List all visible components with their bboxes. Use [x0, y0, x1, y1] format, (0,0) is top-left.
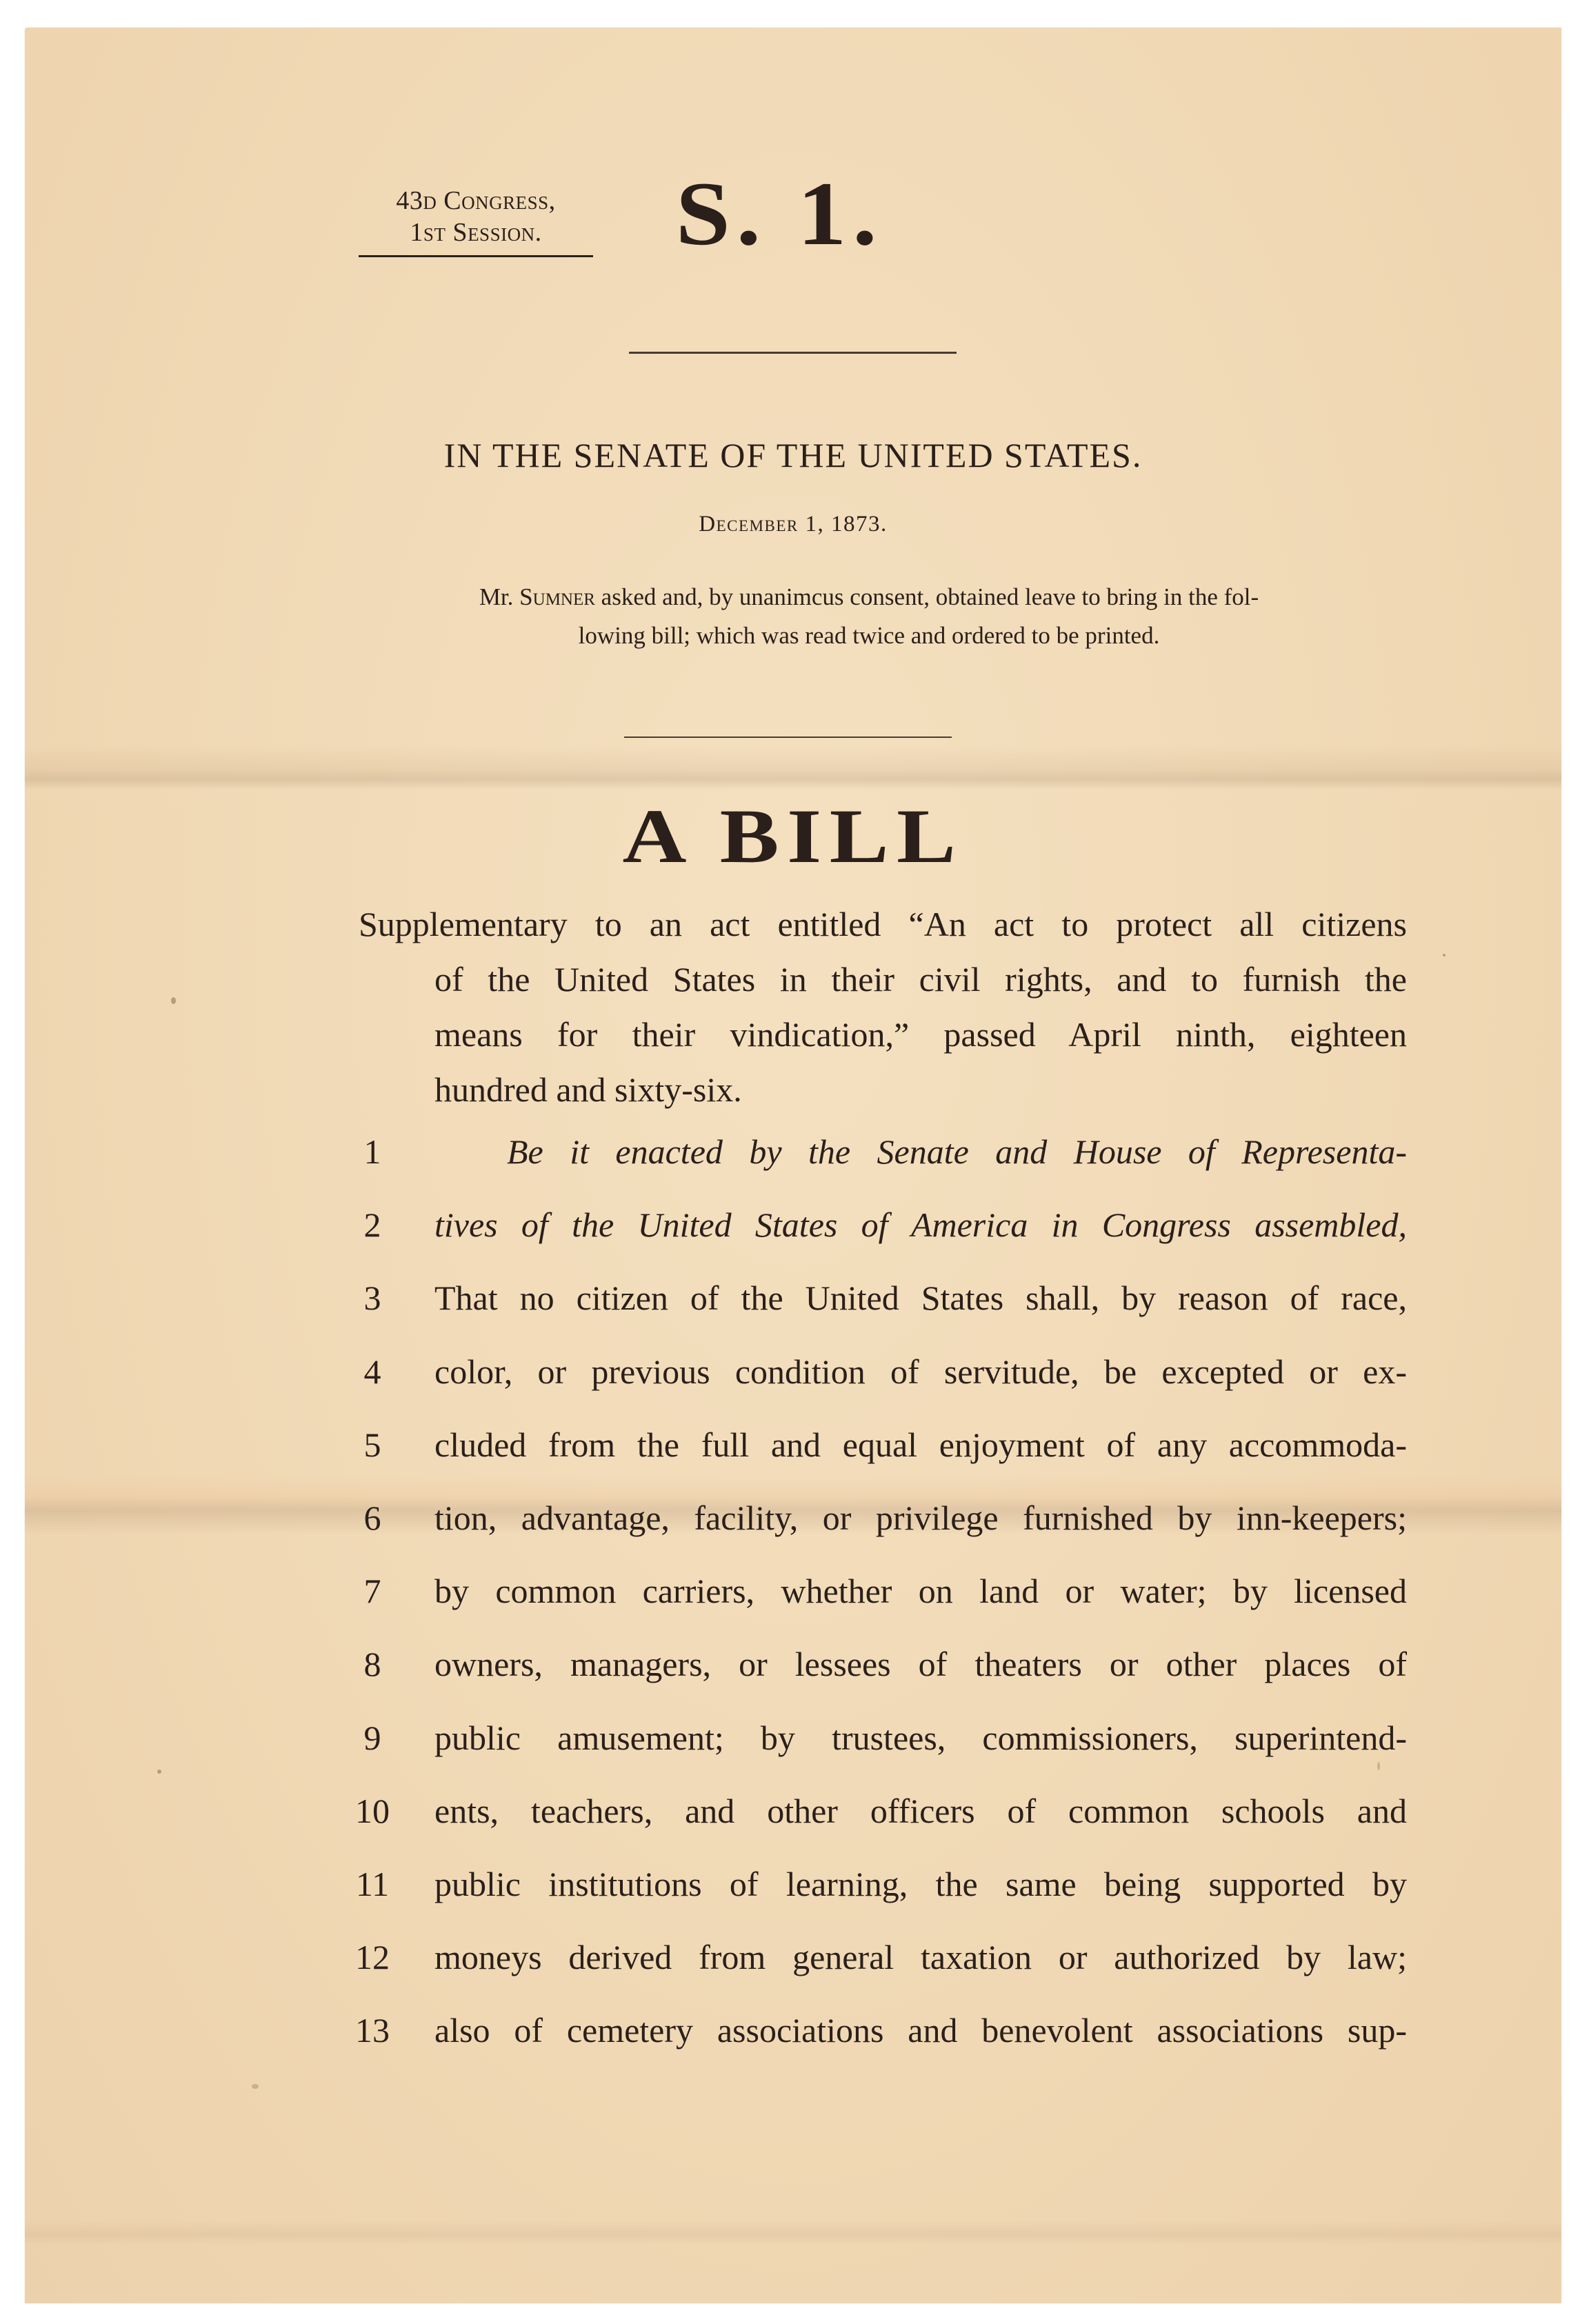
line-number: 12	[355, 1938, 390, 1977]
bill-line	[345, 1204, 1407, 1277]
bill-line	[345, 1643, 1407, 1716]
bill-line	[345, 1570, 1407, 1643]
title-line: Supplementary to an act entitled “An act to protect all citizens	[359, 905, 1407, 943]
bill-line	[345, 1936, 1407, 2010]
bill-line	[345, 1863, 1407, 1936]
paper-speck	[157, 1770, 161, 1774]
divider-rule-bottom	[624, 737, 952, 738]
line-text: owners, managers, or lessees of theaters or other places of	[434, 1645, 1407, 1684]
line-number: 13	[355, 2011, 390, 2050]
line-text: color, or previous condition of servitude, be excepted or ex-	[434, 1352, 1407, 1391]
line-text: Be it enacted by the Senate and House of Representa-	[507, 1132, 1407, 1171]
session-number: 1st Session.	[410, 218, 542, 247]
bill-line	[345, 1277, 1407, 1350]
bill-line	[345, 1497, 1407, 1570]
line-text: That no citizen of the United States shall, by reason of race,	[434, 1279, 1407, 1318]
bill-line	[345, 1351, 1407, 1424]
intro-line-1: Mr. Sumner asked and, by unanimcus consent, obtained leave to bring in the fol-	[479, 583, 1259, 610]
chamber-heading: IN THE SENATE OF THE UNITED STATES.	[443, 436, 1143, 474]
line-text: by common carriers, whether on land or water; by licensed	[434, 1572, 1407, 1611]
paper-speck	[171, 997, 176, 1004]
line-text: moneys derived from general taxation or authorized by law;	[434, 1938, 1407, 1977]
line-number: 11	[355, 1864, 390, 1903]
line-number: 2	[363, 1205, 381, 1245]
line-text: ents, teachers, and other officers of common schools and	[434, 1791, 1407, 1830]
bill-line	[345, 1717, 1407, 1790]
line-text: tion, advantage, facility, or privilege furnished by inn-keepers;	[434, 1498, 1407, 1537]
paper-speck	[1443, 954, 1446, 956]
bill-date: December 1, 1873.	[699, 512, 888, 537]
intro-line-2: lowing bill; which was read twice and ordered to be printed.	[578, 622, 1160, 649]
title-line: means for their vindication,” passed April ninth, eighteen	[434, 1015, 1407, 1054]
line-number: 7	[363, 1572, 381, 1611]
line-text: cluded from the full and equal enjoyment of any accommoda-	[434, 1425, 1407, 1464]
line-text: also of cemetery associations and benevolent associations sup-	[434, 2011, 1407, 2050]
line-number: 4	[363, 1352, 381, 1391]
line-number: 9	[363, 1718, 381, 1757]
line-number: 5	[363, 1425, 381, 1464]
bill-body	[345, 1131, 1407, 2083]
line-number: 3	[363, 1279, 381, 1318]
title-line: hundred and sixty-six.	[434, 1070, 742, 1109]
bill-line	[345, 1424, 1407, 1497]
line-number: 8	[363, 1645, 381, 1684]
line-text: tives of the United States of America in Congress assembled,	[434, 1205, 1407, 1245]
bill-line	[345, 2010, 1407, 2083]
bill-heading: A BILL	[622, 794, 964, 879]
bill-line	[345, 1131, 1407, 1204]
title-line: of the United States in their civil rights, and to furnish the	[434, 960, 1407, 999]
congress-number: 43d Congress,	[396, 186, 556, 215]
line-text: public amusement; by trustees, commissioners, superintend-	[434, 1718, 1407, 1757]
bill-title	[359, 896, 1407, 1117]
line-number: 1	[363, 1132, 381, 1171]
divider-rule-top	[629, 352, 957, 354]
bill-line	[345, 1790, 1407, 1863]
line-text: public institutions of learning, the same being supported by	[434, 1864, 1407, 1903]
introduction-paragraph	[359, 578, 1379, 655]
bill-number: S. 1.	[675, 163, 883, 264]
paper-speck	[252, 2084, 259, 2089]
line-number: 10	[355, 1791, 390, 1830]
sponsor-name: Sumner	[519, 583, 595, 610]
paper-speck	[1377, 1762, 1380, 1770]
line-number: 6	[363, 1498, 381, 1537]
